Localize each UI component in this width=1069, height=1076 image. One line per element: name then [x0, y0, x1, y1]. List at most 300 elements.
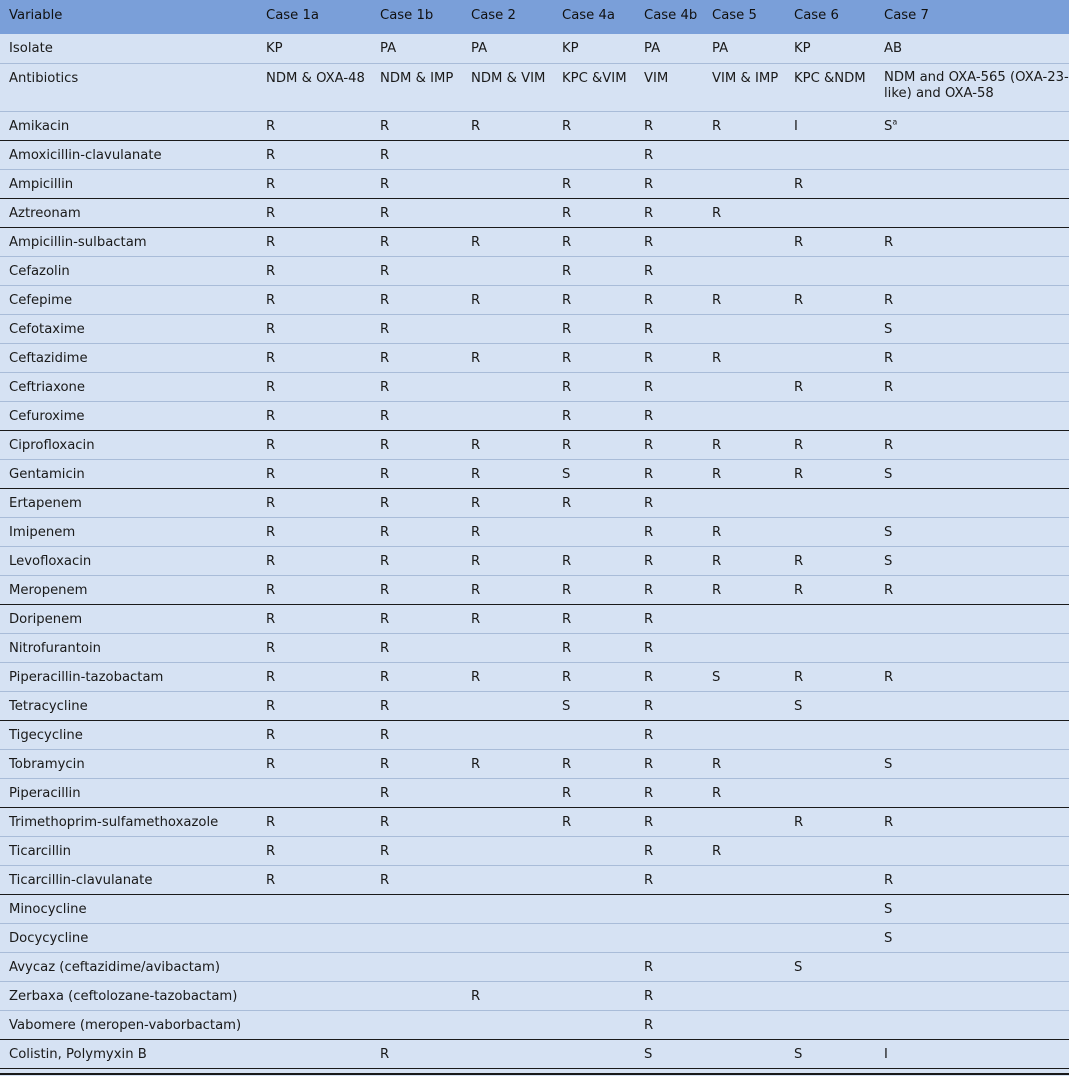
cell-text: R — [266, 408, 276, 424]
row-label — [0, 691, 257, 720]
table-cell — [785, 111, 875, 140]
table-cell — [553, 981, 635, 1010]
cell-text: Cefotaxime — [9, 321, 85, 337]
table-cell — [703, 488, 785, 517]
table-cell — [785, 575, 875, 604]
cell-text: R — [266, 756, 276, 772]
table-cell — [371, 343, 462, 372]
cell-text: R — [380, 553, 390, 569]
header-case: Case 4a — [562, 8, 615, 23]
table-cell — [875, 169, 1069, 198]
row-label — [0, 430, 257, 459]
table-cell — [635, 256, 703, 285]
table-cell — [703, 865, 785, 894]
cell-text: S — [562, 466, 571, 482]
table-cell — [553, 111, 635, 140]
table-cell — [703, 314, 785, 343]
table-cell — [875, 430, 1069, 459]
cell-text: R — [562, 205, 572, 221]
cell-text: R — [712, 785, 722, 801]
table-cell — [462, 1039, 553, 1068]
cell-text: R — [266, 582, 276, 598]
cell-text: R — [471, 756, 481, 772]
row-label — [0, 285, 257, 314]
table-row — [0, 314, 1069, 343]
table-cell — [257, 343, 371, 372]
table-cell — [553, 169, 635, 198]
cell-text: R — [380, 292, 390, 308]
cell-text: R — [794, 437, 804, 453]
table-cell — [785, 894, 875, 923]
cell-text: R — [644, 321, 654, 337]
cell-text: R — [380, 1046, 390, 1062]
cell-text: R — [644, 988, 654, 1004]
cell-text: R — [562, 756, 572, 772]
cell-text: R — [884, 379, 894, 395]
table-cell — [257, 662, 371, 691]
table-cell — [462, 604, 553, 633]
table-cell — [462, 633, 553, 662]
cell-text: R — [644, 379, 654, 395]
table-cell — [462, 111, 553, 140]
table-cell — [875, 285, 1069, 314]
cell-text: R — [794, 814, 804, 830]
cell-text: Piperacillin-tazobactam — [9, 669, 164, 685]
cell-text: R — [644, 524, 654, 540]
table-cell — [553, 720, 635, 749]
cell-text: R — [794, 669, 804, 685]
cell-text: S — [884, 466, 893, 482]
table-cell — [635, 778, 703, 807]
cell-text: R — [562, 118, 572, 134]
table-row — [0, 488, 1069, 517]
table-cell — [635, 401, 703, 430]
table-cell — [462, 517, 553, 546]
cell-text: R — [266, 727, 276, 743]
cell-text: R — [380, 582, 390, 598]
table-cell — [371, 430, 462, 459]
table-cell — [635, 459, 703, 488]
table-cell — [875, 894, 1069, 923]
table-cell — [785, 227, 875, 256]
cell-text: I — [794, 118, 798, 134]
table-cell — [703, 894, 785, 923]
table-cell — [257, 372, 371, 401]
table-cell — [635, 981, 703, 1010]
table-cell — [553, 865, 635, 894]
cell-text: R — [794, 176, 804, 192]
table-cell — [257, 633, 371, 662]
cell-text: R — [644, 756, 654, 772]
cell-text: R — [380, 234, 390, 250]
table-cell — [462, 198, 553, 227]
table-cell — [703, 140, 785, 169]
cell-text: R — [562, 495, 572, 511]
table-cell — [635, 662, 703, 691]
table-header — [0, 0, 1069, 34]
table-cell — [462, 63, 553, 111]
cell-text: R — [266, 814, 276, 830]
table-cell — [371, 1010, 462, 1039]
row-label — [0, 575, 257, 604]
cell-text: R — [380, 698, 390, 714]
table-cell — [703, 546, 785, 575]
table-cell — [257, 34, 371, 63]
table-cell — [703, 662, 785, 691]
table-cell — [257, 140, 371, 169]
cell-text: R — [471, 669, 481, 685]
table-row — [0, 662, 1069, 691]
table-cell — [371, 314, 462, 343]
cell-text: PA — [644, 41, 661, 56]
cell-text: R — [884, 669, 894, 685]
table-cell — [875, 111, 1069, 140]
cell-text: R — [471, 350, 481, 366]
table-row — [0, 401, 1069, 430]
table-cell — [703, 256, 785, 285]
table-cell — [371, 981, 462, 1010]
table-row — [0, 720, 1069, 749]
row-label — [0, 140, 257, 169]
header-case: Case 1a — [266, 8, 319, 23]
cell-text: Doripenem — [9, 611, 83, 627]
cell-text: R — [644, 640, 654, 656]
table-cell — [462, 865, 553, 894]
table-cell — [257, 836, 371, 865]
header-case: Case 5 — [712, 8, 757, 23]
table-cell — [635, 894, 703, 923]
table-cell — [371, 894, 462, 923]
table-cell — [257, 604, 371, 633]
cell-text: Zerbaxa (ceftolozane-tazobactam) — [9, 988, 238, 1004]
table-cell — [257, 1039, 371, 1068]
table-cell — [703, 720, 785, 749]
table-cell — [785, 836, 875, 865]
table-cell — [785, 63, 875, 111]
table-cell — [875, 923, 1069, 952]
table-cell — [553, 807, 635, 836]
table-cell — [257, 575, 371, 604]
table-cell — [553, 1039, 635, 1068]
cell-text: Aztreonam — [9, 205, 81, 221]
table-cell — [371, 517, 462, 546]
row-label — [0, 1010, 257, 1039]
table-cell — [785, 778, 875, 807]
cell-text: R — [380, 785, 390, 801]
cell-text: R — [644, 843, 654, 859]
cell-text: R — [266, 437, 276, 453]
table-cell — [462, 459, 553, 488]
cell-text: R — [266, 292, 276, 308]
table-cell — [875, 633, 1069, 662]
table-cell — [553, 227, 635, 256]
table-row — [0, 343, 1069, 372]
cell-text: R — [380, 350, 390, 366]
table-cell — [875, 34, 1069, 63]
cell-text: R — [380, 669, 390, 685]
cell-text: Ertapenem — [9, 495, 82, 511]
table-cell — [785, 604, 875, 633]
table-cell — [875, 836, 1069, 865]
cell-text: R — [471, 495, 481, 511]
table-cell — [553, 34, 635, 63]
table-cell — [257, 459, 371, 488]
cell-text: R — [380, 727, 390, 743]
cell-text: R — [562, 292, 572, 308]
cell-text: Ciprofloxacin — [9, 437, 95, 453]
cell-text: Tigecycline — [9, 727, 83, 743]
table-cell — [553, 604, 635, 633]
table-cell — [703, 952, 785, 981]
table-cell — [553, 923, 635, 952]
cell-text: S — [794, 959, 803, 975]
cell-text: R — [562, 437, 572, 453]
cell-text: R — [380, 872, 390, 888]
table-cell — [553, 314, 635, 343]
cell-text: R — [266, 379, 276, 395]
cell-text: Ticarcillin-clavulanate — [9, 872, 153, 888]
table-cell — [462, 720, 553, 749]
row-label — [0, 343, 257, 372]
table-cell — [371, 836, 462, 865]
table-cell — [553, 401, 635, 430]
cell-text: KPC &NDM — [794, 70, 866, 86]
row-label — [0, 981, 257, 1010]
table-cell — [785, 34, 875, 63]
table-cell — [875, 749, 1069, 778]
table-row — [0, 575, 1069, 604]
table-cell — [371, 111, 462, 140]
table-cell — [635, 807, 703, 836]
table-cell — [371, 140, 462, 169]
row-label — [0, 256, 257, 285]
table-cell — [875, 401, 1069, 430]
table-cell — [371, 488, 462, 517]
cell-text: R — [644, 553, 654, 569]
table-row — [0, 807, 1069, 836]
table-cell — [785, 140, 875, 169]
cell-text: R — [471, 582, 481, 598]
cell-text: S — [884, 930, 893, 946]
cell-text: I — [884, 1046, 888, 1062]
header-case: Case 7 — [884, 8, 929, 23]
cell-text: R — [712, 553, 722, 569]
cell-text: Ampicillin — [9, 176, 74, 192]
table-cell — [462, 894, 553, 923]
cell-text: R — [562, 234, 572, 250]
row-label — [0, 372, 257, 401]
table-cell — [703, 372, 785, 401]
table-cell — [462, 372, 553, 401]
row-label — [0, 488, 257, 517]
row-label — [0, 720, 257, 749]
cell-text: R — [562, 640, 572, 656]
cell-text: Tobramycin — [9, 756, 85, 772]
table-cell — [785, 459, 875, 488]
table-row — [0, 459, 1069, 488]
cell-text: R — [884, 350, 894, 366]
table-row — [0, 372, 1069, 401]
table-row — [0, 63, 1069, 111]
cell-text: NDM and OXA-565 (OXA-23-like) and OXA-58 — [884, 69, 1069, 101]
row-label — [0, 111, 257, 140]
table-cell — [785, 488, 875, 517]
table-cell — [371, 923, 462, 952]
table-cell — [785, 343, 875, 372]
table-row — [0, 256, 1069, 285]
cell-text: Levofloxacin — [9, 553, 92, 569]
table-cell — [703, 633, 785, 662]
table-cell — [553, 517, 635, 546]
table-cell — [371, 720, 462, 749]
table-cell — [635, 34, 703, 63]
table-cell — [371, 256, 462, 285]
table-cell — [371, 198, 462, 227]
table-cell — [635, 836, 703, 865]
cell-text: R — [380, 524, 390, 540]
cell-text: R — [266, 205, 276, 221]
table-cell — [553, 459, 635, 488]
cell-text: R — [266, 234, 276, 250]
table-cell — [462, 923, 553, 952]
table-cell — [703, 517, 785, 546]
cell-text: R — [712, 756, 722, 772]
cell-text: S — [644, 1046, 653, 1062]
table-row — [0, 227, 1069, 256]
table-cell — [703, 169, 785, 198]
table-row — [0, 169, 1069, 198]
table-cell — [257, 749, 371, 778]
table-row — [0, 546, 1069, 575]
row-label — [0, 865, 257, 894]
table-cell — [785, 952, 875, 981]
table-cell — [462, 981, 553, 1010]
cell-text: R — [266, 147, 276, 163]
table-cell — [257, 546, 371, 575]
table-cell — [703, 981, 785, 1010]
cell-text: R — [380, 495, 390, 511]
cell-text: R — [266, 466, 276, 482]
cell-text: S — [794, 698, 803, 714]
table-cell — [875, 546, 1069, 575]
table-cell — [553, 894, 635, 923]
table-cell — [875, 1039, 1069, 1068]
cell-text: R — [644, 669, 654, 685]
table-cell — [371, 807, 462, 836]
table-cell — [635, 372, 703, 401]
row-label — [0, 169, 257, 198]
row-label — [0, 662, 257, 691]
table-cell — [257, 63, 371, 111]
table-cell — [257, 285, 371, 314]
table-cell — [371, 865, 462, 894]
cell-text: Nitrofurantoin — [9, 640, 102, 656]
cell-text: R — [562, 814, 572, 830]
cell-text: KPC &VIM — [562, 70, 627, 86]
cell-text: R — [266, 495, 276, 511]
cell-text: VIM — [644, 70, 669, 86]
cell-text: R — [266, 118, 276, 134]
table-cell — [462, 314, 553, 343]
table-cell — [785, 923, 875, 952]
table-cell — [553, 488, 635, 517]
table-body — [0, 34, 1069, 1068]
cell-text: S — [562, 698, 571, 714]
table-cell — [635, 314, 703, 343]
table-row — [0, 894, 1069, 923]
row-label — [0, 459, 257, 488]
cell-text: R — [380, 756, 390, 772]
table-cell — [257, 778, 371, 807]
table-cell — [257, 169, 371, 198]
cell-text: VIM & IMP — [712, 70, 779, 86]
table-cell — [875, 662, 1069, 691]
table-cell — [703, 63, 785, 111]
table-cell — [257, 720, 371, 749]
cell-text: R — [562, 321, 572, 337]
cell-text: R — [644, 698, 654, 714]
cell-text: R — [562, 582, 572, 598]
cell-text: R — [562, 408, 572, 424]
table-cell — [462, 546, 553, 575]
table-row — [0, 981, 1069, 1010]
cell-text: R — [794, 466, 804, 482]
table-cell — [635, 604, 703, 633]
table-cell — [553, 63, 635, 111]
table-cell — [462, 1010, 553, 1039]
cell-text: R — [380, 147, 390, 163]
table-cell — [371, 34, 462, 63]
table-row — [0, 1039, 1069, 1068]
cell-text: Ceftriaxone — [9, 379, 86, 395]
table-cell — [257, 227, 371, 256]
table-cell — [703, 401, 785, 430]
table-cell — [875, 691, 1069, 720]
table-cell — [635, 546, 703, 575]
cell-text: R — [712, 205, 722, 221]
cell-text: Amikacin — [9, 118, 70, 134]
table-cell — [875, 227, 1069, 256]
table-row — [0, 604, 1069, 633]
table-cell — [371, 169, 462, 198]
cell-text: R — [380, 321, 390, 337]
table-cell — [703, 343, 785, 372]
table-cell — [257, 923, 371, 952]
cell-text: R — [266, 611, 276, 627]
cell-text: R — [712, 466, 722, 482]
cell-text: R — [266, 524, 276, 540]
table-cell — [553, 140, 635, 169]
cell-text: Meropenem — [9, 582, 88, 598]
cell-text: R — [266, 176, 276, 192]
table-cell — [785, 720, 875, 749]
cell-text: R — [266, 321, 276, 337]
cell-text: R — [884, 234, 894, 250]
table-cell — [635, 923, 703, 952]
table-cell — [635, 1039, 703, 1068]
table-cell — [785, 865, 875, 894]
cell-text: Ceftazidime — [9, 350, 88, 366]
table-row — [0, 34, 1069, 63]
cell-text: Cefuroxime — [9, 408, 85, 424]
table-cell — [371, 778, 462, 807]
row-label — [0, 314, 257, 343]
table-cell — [785, 807, 875, 836]
table-cell — [703, 807, 785, 836]
cell-text: S — [712, 669, 721, 685]
cell-text: R — [644, 814, 654, 830]
table-cell — [785, 198, 875, 227]
